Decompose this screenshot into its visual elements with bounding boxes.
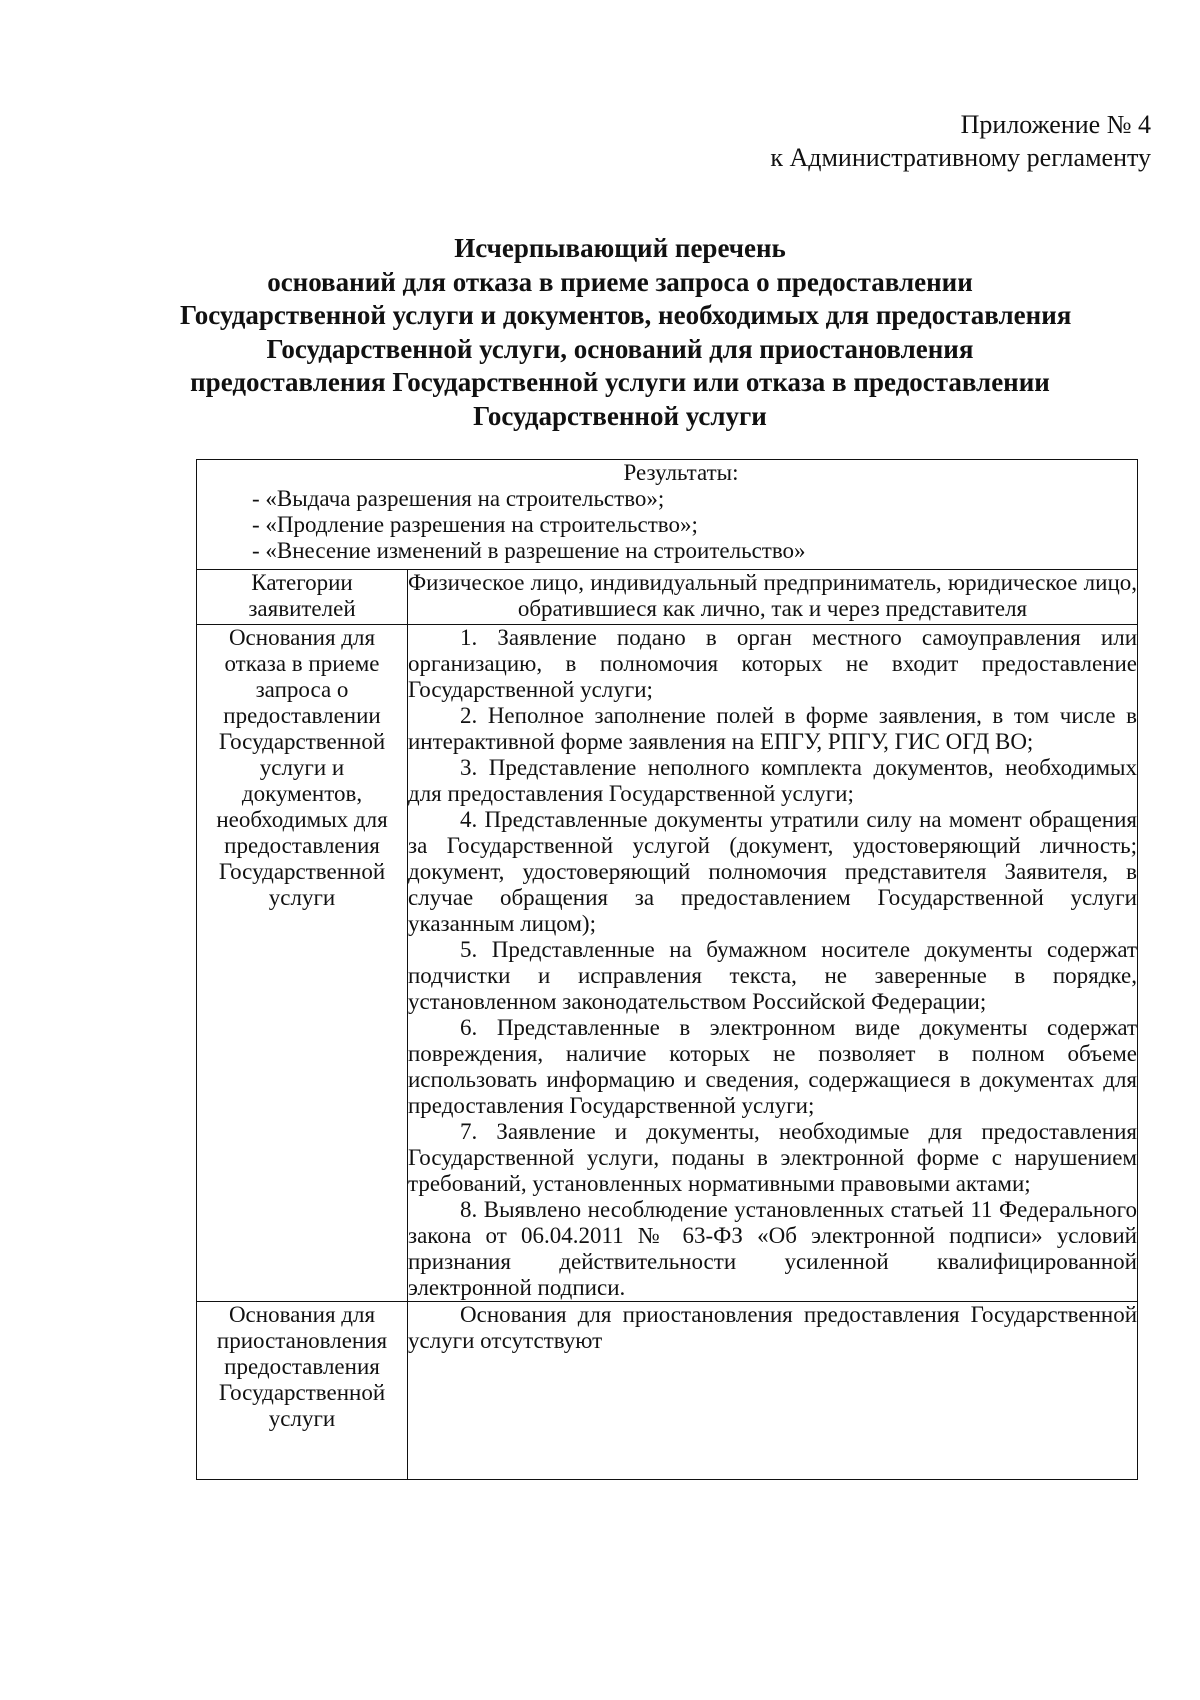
label-line: предоставления — [224, 833, 380, 858]
suspension-text-cell — [408, 1302, 1138, 1480]
document-title — [180, 232, 1072, 433]
label-line: запроса о — [255, 677, 349, 702]
results-row — [197, 460, 1138, 570]
title-line: Государственной услуги, оснований для приостановления — [266, 333, 974, 364]
label-line: Основания для — [228, 625, 376, 650]
label-line: предоставления — [224, 1354, 380, 1379]
refusal-label — [197, 625, 408, 1302]
appendix-reference: к Административному регламенту — [770, 143, 1151, 172]
refusal-item: 2. Неполное заполнение полей в форме заявления, в том числе в интерактивной форме заявления на ЕПГУ, РПГУ, ГИС ОГД ВО; — [408, 703, 1137, 754]
results-item: - «Внесение изменений в разрешение на строительство» — [252, 538, 806, 563]
title-line: Государственной услуги и документов, необходимых для предоставления — [180, 300, 1072, 330]
results-cell — [197, 460, 1138, 570]
label-line: Государственной — [218, 859, 386, 884]
results-item: - «Выдача разрешения на строительство»; — [252, 486, 665, 511]
refusal-item: 5. Представленные на бумажном носителе документы содержат подчистки и исправления текста, не заверенные в порядке, установленном законодательством Российской Федерации; — [408, 937, 1137, 1014]
label-line: документов, — [241, 781, 363, 806]
categories-row — [197, 570, 1138, 625]
label-line: услуги — [268, 1406, 336, 1431]
suspension-text: Основания для приостановления предоставления Государственной услуги отсутствуют — [408, 1302, 1137, 1353]
title-line: оснований для отказа в приеме запроса о предоставлении — [267, 266, 973, 297]
categories-label: Категории заявителей — [197, 570, 408, 625]
label-line: необходимых для — [216, 807, 388, 832]
label-line: Государственной — [218, 1380, 386, 1405]
appendix-number: Приложение № 4 — [960, 110, 1151, 139]
label-line: предоставлении — [223, 703, 381, 728]
refusal-item: 6. Представленные в электронном виде документы содержат повреждения, наличие которых не позволяет в полном объеме использовать информацию и сведения, содержащиеся в документах для предоставления Государственной услуги; — [408, 1015, 1137, 1118]
refusal-item: 1. Заявление подано в орган местного самоуправления или организацию, в полномочия которых не входит предоставление Государственной услуги; — [408, 625, 1137, 702]
title-line: Государственной услуги — [473, 400, 767, 431]
title-line: Исчерпывающий перечень — [454, 233, 786, 263]
results-item: - «Продление разрешения на строительство»; — [252, 512, 698, 537]
refusal-item: 7. Заявление и документы, необходимые для предоставления Государственной услуги, поданы в электронной форме с нарушением требований, установленных нормативными правовыми актами; — [408, 1119, 1137, 1196]
refusal-row — [197, 625, 1138, 1302]
label-line: приостановления — [216, 1328, 388, 1353]
refusal-reasons — [408, 625, 1138, 1302]
label-line: Государственной — [218, 729, 386, 754]
appendix-header — [770, 108, 1151, 174]
label-line: услуги — [268, 885, 336, 910]
refusal-item: 4. Представленные документы утратили силу на момент обращения за Государственной услугой (документ, удостоверяющий личность; документ, удостоверяющий полномочия представителя Заявителя, в случае обращения за предоставлением Государственной услуги указанным лицом); — [408, 807, 1137, 936]
title-line: предоставления Государственной услуги или отказа в предоставлении — [190, 367, 1050, 397]
suspension-label — [197, 1302, 408, 1480]
label-line: услуги и — [259, 755, 345, 780]
categories-value: Физическое лицо, индивидуальный предприниматель, юридическое лицо, обратившиеся как лично, так и через представителя — [408, 570, 1138, 625]
label-line: Основания для — [228, 1302, 376, 1327]
refusal-item: 3. Представление неполного комплекта документов, необходимых для предоставления Государственной услуги; — [408, 755, 1137, 806]
grounds-table — [196, 459, 1138, 1480]
label-line: отказа в приеме — [224, 651, 380, 676]
results-heading: Результаты: — [623, 460, 739, 485]
refusal-item: 8. Выявлено несоблюдение установленных статьей 11 Федерального закона от 06.04.2011 № 63-ФЗ «Об электронной подписи» условий признания действительности усиленной квалифицированной электронной подписи. — [408, 1197, 1137, 1300]
suspension-row — [197, 1302, 1138, 1480]
